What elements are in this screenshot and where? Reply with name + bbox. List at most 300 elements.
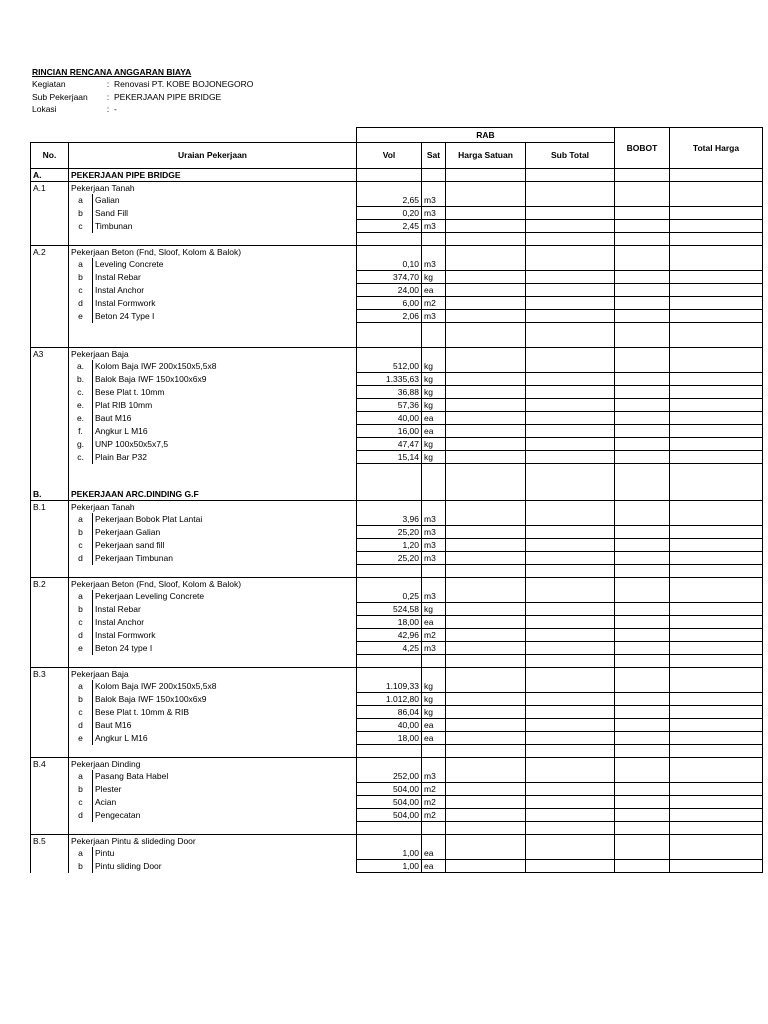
item-letter: c (69, 796, 93, 809)
harga-satuan-cell (446, 194, 526, 207)
unit-cell: ea (422, 847, 446, 860)
item-letter: e (69, 642, 93, 655)
total-harga-cell (670, 246, 763, 259)
bobot-cell (615, 565, 670, 578)
unit-cell (422, 668, 446, 681)
unit-cell: m3 (422, 539, 446, 552)
bobot-cell (615, 297, 670, 310)
table-row (31, 297, 763, 310)
no-header: No. (31, 143, 69, 169)
row-number (31, 719, 69, 732)
unit-cell (422, 246, 446, 259)
harga-satuan-cell (446, 310, 526, 323)
table-row (31, 194, 763, 207)
harga-satuan-cell (446, 668, 526, 681)
total-harga-cell (670, 706, 763, 719)
blank-row (31, 464, 763, 477)
bobot-header: BOBOT (615, 128, 670, 169)
item-description: Pekerjaan Galian (93, 526, 357, 539)
sub-total-cell (526, 668, 615, 681)
harga-satuan-cell (446, 809, 526, 822)
volume-cell (357, 822, 422, 835)
sat-header: Sat (422, 143, 446, 169)
bobot-cell (615, 438, 670, 451)
subsection-row (31, 758, 763, 771)
table-row (31, 399, 763, 412)
item-description: Instal Formwork (93, 297, 357, 310)
item-description: Plester (93, 783, 357, 796)
total-harga-cell (670, 526, 763, 539)
unit-cell: ea (422, 732, 446, 745)
table-row (31, 513, 763, 526)
total-harga-cell (670, 590, 763, 603)
item-letter: b (69, 526, 93, 539)
harga-satuan-cell (446, 348, 526, 361)
row-description: Pekerjaan Pintu & slideding Door (69, 835, 357, 848)
harga-satuan-cell (446, 297, 526, 310)
row-number (31, 590, 69, 603)
bobot-cell (615, 552, 670, 565)
total-harga-cell (670, 758, 763, 771)
subsection-row (31, 835, 763, 848)
sub-total-cell (526, 233, 615, 246)
item-description: Kolom Baja IWF 200x150x5,5x8 (93, 680, 357, 693)
volume-cell (357, 476, 422, 488)
bobot-cell (615, 616, 670, 629)
row-number (31, 796, 69, 809)
harga-satuan-cell (446, 655, 526, 668)
bobot-cell (615, 655, 670, 668)
item-letter: e (69, 732, 93, 745)
volume-cell (357, 758, 422, 771)
volume-cell: 1.335,63 (357, 373, 422, 386)
bobot-cell (615, 310, 670, 323)
volume-cell: 2,06 (357, 310, 422, 323)
item-letter: a (69, 590, 93, 603)
item-letter: c (69, 220, 93, 233)
unit-cell: m2 (422, 809, 446, 822)
table-row (31, 539, 763, 552)
row-description (69, 655, 357, 668)
table-row (31, 860, 763, 873)
volume-cell (357, 348, 422, 361)
volume-cell: 1.109,33 (357, 680, 422, 693)
subsection-row (31, 182, 763, 195)
bobot-cell (615, 758, 670, 771)
table-header (31, 128, 763, 169)
unit-cell: m2 (422, 783, 446, 796)
total-harga-cell (670, 642, 763, 655)
harga-satuan-cell (446, 590, 526, 603)
sub-total-cell (526, 323, 615, 336)
unit-cell: m3 (422, 194, 446, 207)
bobot-cell (615, 412, 670, 425)
row-number (31, 310, 69, 323)
table-row (31, 603, 763, 616)
total-harga-cell (670, 399, 763, 412)
volume-cell: 374,70 (357, 271, 422, 284)
item-description: Baut M16 (93, 719, 357, 732)
harga-satuan-cell (446, 451, 526, 464)
row-number: A.1 (31, 182, 69, 195)
row-number (31, 386, 69, 399)
blank-row (31, 745, 763, 758)
item-description: Pasang Bata Habel (93, 770, 357, 783)
bobot-cell (615, 745, 670, 758)
row-number: A3 (31, 348, 69, 361)
item-description: Instal Rebar (93, 271, 357, 284)
sub-total-cell (526, 835, 615, 848)
sub-total-cell (526, 590, 615, 603)
row-number (31, 323, 69, 336)
row-number: B.4 (31, 758, 69, 771)
bobot-cell (615, 464, 670, 477)
volume-cell: 504,00 (357, 796, 422, 809)
row-number (31, 809, 69, 822)
item-description: Pekerjaan Timbunan (93, 552, 357, 565)
sub-total-cell (526, 655, 615, 668)
row-number (31, 860, 69, 873)
row-number: B.1 (31, 501, 69, 514)
volume-cell: 42,96 (357, 629, 422, 642)
bobot-cell (615, 847, 670, 860)
unit-cell: kg (422, 451, 446, 464)
total-harga-cell (670, 335, 763, 348)
sub-total-cell (526, 629, 615, 642)
row-number (31, 373, 69, 386)
item-letter: a (69, 258, 93, 271)
table-row (31, 552, 763, 565)
sub-total-cell (526, 732, 615, 745)
unit-cell: m3 (422, 590, 446, 603)
total-harga-cell (670, 182, 763, 195)
sub-total-cell (526, 488, 615, 501)
harga-satuan-cell (446, 770, 526, 783)
volume-cell: 6,00 (357, 297, 422, 310)
harga-satuan-cell (446, 860, 526, 873)
volume-cell (357, 745, 422, 758)
total-harga-cell (670, 578, 763, 591)
volume-cell (357, 464, 422, 477)
row-number (31, 629, 69, 642)
row-description: Pekerjaan Beton (Fnd, Sloof, Kolom & Balok) (69, 246, 357, 259)
row-description: Pekerjaan Baja (69, 668, 357, 681)
bobot-cell (615, 783, 670, 796)
volume-cell: 40,00 (357, 719, 422, 732)
row-number (31, 822, 69, 835)
total-harga-cell (670, 603, 763, 616)
row-description (69, 335, 357, 348)
harga-satuan-cell (446, 513, 526, 526)
total-harga-cell (670, 297, 763, 310)
item-description: Galian (93, 194, 357, 207)
total-harga-cell (670, 476, 763, 488)
table-row (31, 360, 763, 373)
total-harga-cell (670, 207, 763, 220)
bobot-cell (615, 668, 670, 681)
total-harga-cell (670, 220, 763, 233)
sub-total-cell (526, 513, 615, 526)
meta-value: PEKERJAAN PIPE BRIDGE (114, 91, 222, 102)
item-description: Acian (93, 796, 357, 809)
volume-cell: 15,14 (357, 451, 422, 464)
unit-cell (422, 169, 446, 182)
row-number (31, 603, 69, 616)
row-number (31, 207, 69, 220)
item-description: Plain Bar P32 (93, 451, 357, 464)
volume-cell: 36,88 (357, 386, 422, 399)
table-row (31, 284, 763, 297)
volume-cell: 40,00 (357, 412, 422, 425)
volume-cell (357, 335, 422, 348)
sub-total-cell (526, 578, 615, 591)
item-letter: a (69, 770, 93, 783)
sub-total-cell (526, 796, 615, 809)
row-description (69, 565, 357, 578)
table-row (31, 207, 763, 220)
item-letter: a (69, 194, 93, 207)
item-description: Balok Baja IWF 150x100x6x9 (93, 373, 357, 386)
bobot-cell (615, 476, 670, 488)
table-row (31, 796, 763, 809)
sub-total-cell (526, 860, 615, 873)
table-body (31, 169, 763, 873)
item-letter: d (69, 719, 93, 732)
row-description: Pekerjaan Beton (Fnd, Sloof, Kolom & Balok) (69, 578, 357, 591)
item-description: UNP 100x50x5x7,5 (93, 438, 357, 451)
item-letter: b (69, 783, 93, 796)
harga-satuan-cell (446, 360, 526, 373)
unit-cell: ea (422, 616, 446, 629)
unit-cell: m3 (422, 220, 446, 233)
row-number: B.3 (31, 668, 69, 681)
sub-total-cell (526, 220, 615, 233)
total-harga-cell (670, 680, 763, 693)
total-harga-cell (670, 783, 763, 796)
row-description (69, 745, 357, 758)
row-number (31, 425, 69, 438)
harga-satuan-cell (446, 220, 526, 233)
unit-cell (422, 578, 446, 591)
harga-satuan-cell (446, 616, 526, 629)
sub-total-cell (526, 770, 615, 783)
row-number (31, 616, 69, 629)
unit-cell (422, 565, 446, 578)
table-row (31, 438, 763, 451)
total-harga-cell (670, 860, 763, 873)
unit-cell: kg (422, 706, 446, 719)
table-row (31, 642, 763, 655)
row-number (31, 526, 69, 539)
item-letter: e (69, 310, 93, 323)
unit-cell: kg (422, 271, 446, 284)
total-harga-cell (670, 539, 763, 552)
bobot-cell (615, 220, 670, 233)
bobot-cell (615, 399, 670, 412)
bobot-cell (615, 425, 670, 438)
sub-total-cell (526, 719, 615, 732)
meta-value: - (114, 104, 117, 114)
sub-total-cell (526, 297, 615, 310)
volume-cell: 47,47 (357, 438, 422, 451)
harga-satuan-cell (446, 526, 526, 539)
item-description: Kolom Baja IWF 200x150x5,5x8 (93, 360, 357, 373)
table-row (31, 451, 763, 464)
row-description: PEKERJAAN ARC.DINDING G.F (69, 488, 357, 501)
row-number (31, 412, 69, 425)
row-number (31, 680, 69, 693)
header-spacer (31, 128, 357, 143)
blank-row (31, 565, 763, 578)
sub-total-cell (526, 246, 615, 259)
item-description: Bese Plat t. 10mm & RIB (93, 706, 357, 719)
unit-cell (422, 476, 446, 488)
subsection-row (31, 578, 763, 591)
document-title: RINCIAN RENCANA ANGGARAN BIAYA (32, 67, 192, 77)
unit-cell: kg (422, 680, 446, 693)
volume-cell (357, 578, 422, 591)
row-number: A.2 (31, 246, 69, 259)
row-number (31, 233, 69, 246)
item-letter: b (69, 207, 93, 220)
item-description: Baut M16 (93, 412, 357, 425)
item-description: Pintu (93, 847, 357, 860)
volume-cell (357, 233, 422, 246)
total-harga-cell (670, 655, 763, 668)
total-harga-cell (670, 488, 763, 501)
total-harga-cell (670, 438, 763, 451)
harga-satuan-cell (446, 642, 526, 655)
bobot-cell (615, 796, 670, 809)
meta-value: Renovasi PT. KOBE BOJONEGORO (114, 79, 254, 89)
item-description: Instal Formwork (93, 629, 357, 642)
bobot-cell (615, 770, 670, 783)
volume-cell: 25,20 (357, 552, 422, 565)
harga-satuan-cell (446, 335, 526, 348)
item-description: Pekerjaan sand fill (93, 539, 357, 552)
volume-cell (357, 169, 422, 182)
table-row (31, 706, 763, 719)
bobot-cell (615, 451, 670, 464)
item-letter: a (69, 513, 93, 526)
item-letter: c (69, 284, 93, 297)
item-letter: e. (69, 399, 93, 412)
harga-satuan-cell (446, 539, 526, 552)
row-number (31, 258, 69, 271)
sub-total-cell (526, 847, 615, 860)
item-letter: a (69, 847, 93, 860)
blank-row (31, 335, 763, 348)
item-description: Timbunan (93, 220, 357, 233)
sub-total-cell (526, 284, 615, 297)
volume-cell: 16,00 (357, 425, 422, 438)
harga-satuan-cell (446, 796, 526, 809)
item-description: Angkur L M16 (93, 732, 357, 745)
bobot-cell (615, 233, 670, 246)
meta-label: Lokasi (32, 104, 57, 114)
total-harga-cell (670, 258, 763, 271)
row-number (31, 360, 69, 373)
item-description: Bese Plat t. 10mm (93, 386, 357, 399)
total-harga-cell (670, 796, 763, 809)
harga-satuan-cell (446, 835, 526, 848)
volume-cell: 24,00 (357, 284, 422, 297)
bobot-cell (615, 513, 670, 526)
item-description: Plat RIB 10mm (93, 399, 357, 412)
harga-satuan-cell (446, 629, 526, 642)
item-description: Instal Anchor (93, 284, 357, 297)
total-harga-cell (670, 809, 763, 822)
unit-cell (422, 501, 446, 514)
sub-total-cell (526, 425, 615, 438)
harga-satuan-cell (446, 501, 526, 514)
total-harga-cell (670, 323, 763, 336)
item-description: Balok Baja IWF 150x100x6x9 (93, 693, 357, 706)
row-number (31, 655, 69, 668)
row-number (31, 732, 69, 745)
table-row (31, 783, 763, 796)
harga-satuan-cell (446, 745, 526, 758)
unit-cell: kg (422, 693, 446, 706)
sub-total-cell (526, 783, 615, 796)
unit-cell: m3 (422, 552, 446, 565)
harga-satuan-cell (446, 464, 526, 477)
sub-total-cell (526, 412, 615, 425)
unit-cell (422, 835, 446, 848)
bobot-cell (615, 488, 670, 501)
row-number (31, 552, 69, 565)
meta-label: Kegiatan (32, 79, 66, 89)
unit-cell: ea (422, 425, 446, 438)
sub-total-cell (526, 373, 615, 386)
meta-colon: : (106, 104, 110, 114)
item-description: Pengecatan (93, 809, 357, 822)
table-row (31, 719, 763, 732)
harga-satuan-cell (446, 488, 526, 501)
harga-satuan-cell (446, 399, 526, 412)
total-harga-cell (670, 552, 763, 565)
bobot-cell (615, 360, 670, 373)
unit-cell: m3 (422, 513, 446, 526)
total-harga-cell (670, 770, 763, 783)
bobot-cell (615, 373, 670, 386)
row-number (31, 451, 69, 464)
volume-cell (357, 488, 422, 501)
table-row (31, 770, 763, 783)
table-row (31, 693, 763, 706)
meta-label: Sub Pekerjaan (32, 91, 88, 102)
volume-cell: 1.012,80 (357, 693, 422, 706)
bobot-cell (615, 386, 670, 399)
harga-satuan-cell (446, 323, 526, 336)
bobot-cell (615, 835, 670, 848)
harga-satuan-cell (446, 233, 526, 246)
blank-row (31, 323, 763, 336)
uraian-header: Uraian Pekerjaan (69, 143, 357, 169)
item-letter: a. (69, 360, 93, 373)
sub-total-cell (526, 706, 615, 719)
total-harga-cell (670, 425, 763, 438)
volume-cell: 18,00 (357, 616, 422, 629)
harga-satuan-cell (446, 246, 526, 259)
row-number: B.2 (31, 578, 69, 591)
table-row (31, 809, 763, 822)
sub-total-cell (526, 809, 615, 822)
volume-cell (357, 835, 422, 848)
subsection-row (31, 668, 763, 681)
item-letter: b (69, 693, 93, 706)
total-harga-cell (670, 565, 763, 578)
